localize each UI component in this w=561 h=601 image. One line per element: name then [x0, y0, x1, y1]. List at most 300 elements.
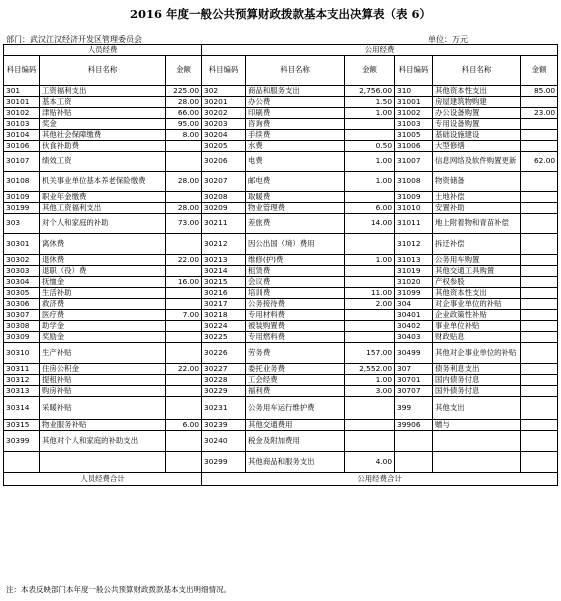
- cell-code: 31013: [395, 255, 433, 266]
- cell-name: 房屋建筑物购建: [433, 97, 521, 108]
- cell-code: 30226: [202, 343, 246, 364]
- cell-code: 31011: [395, 214, 433, 234]
- cell-name: 因公出国（境）费用: [246, 234, 345, 255]
- cell-code: 30218: [202, 310, 246, 321]
- cell-amount: 2,756.00: [345, 86, 395, 97]
- cell-amount: [345, 420, 395, 431]
- cell-code: 30305: [4, 288, 40, 299]
- cell-amount: [345, 310, 395, 321]
- cell-code: 30299: [202, 452, 246, 473]
- cell-code: 30202: [202, 108, 246, 119]
- cell-name: 商品和服务支出: [246, 86, 345, 97]
- col-header-amount: 金额: [166, 56, 202, 86]
- cell-code: 30313: [4, 386, 40, 397]
- cell-amount: [345, 321, 395, 332]
- cell-code: 30203: [202, 119, 246, 130]
- cell-amount: [345, 431, 395, 452]
- cell-amount: [521, 141, 558, 152]
- cell-amount: [521, 364, 558, 375]
- table-row: [4, 141, 558, 152]
- cell-code: 30217: [202, 299, 246, 310]
- cell-amount: [166, 321, 202, 332]
- cell-amount: [166, 141, 202, 152]
- cell-name: 电费: [246, 152, 345, 172]
- cell-amount: 1.00: [345, 172, 395, 192]
- cell-code: 30208: [202, 192, 246, 203]
- cell-name: 物资储备: [433, 172, 521, 192]
- cell-name: 邮电费: [246, 172, 345, 192]
- cell-code: 30107: [4, 152, 40, 172]
- cell-amount: [521, 255, 558, 266]
- cell-code: 30228: [202, 375, 246, 386]
- cell-name: 培训费: [246, 288, 345, 299]
- cell-amount: [521, 130, 558, 141]
- cell-amount: [521, 332, 558, 343]
- column-header-row: [4, 56, 558, 86]
- expenditure-table: [3, 44, 558, 486]
- cell-name: 津贴补贴: [40, 108, 166, 119]
- table-row: [4, 431, 558, 452]
- cell-code: 30402: [395, 321, 433, 332]
- table-row: [4, 277, 558, 288]
- cell-name: 手续费: [246, 130, 345, 141]
- cell-name: 劳务费: [246, 343, 345, 364]
- cell-amount: 1.50: [345, 97, 395, 108]
- table-row: [4, 172, 558, 192]
- cell-amount: [345, 266, 395, 277]
- cell-name: 基础设施建设: [433, 130, 521, 141]
- cell-amount: [166, 431, 202, 452]
- cell-name: 救济费: [40, 299, 166, 310]
- cell-code: 30216: [202, 288, 246, 299]
- cell-amount: [521, 214, 558, 234]
- cell-code: 30212: [202, 234, 246, 255]
- cell-code: 30302: [4, 255, 40, 266]
- cell-amount: [166, 386, 202, 397]
- cell-code: 30310: [4, 343, 40, 364]
- cell-amount: 66.00: [166, 108, 202, 119]
- cell-name: 财政贴息: [433, 332, 521, 343]
- cell-code: 30312: [4, 375, 40, 386]
- cell-amount: [521, 119, 558, 130]
- cell-name: 税金及附加费用: [246, 431, 345, 452]
- cell-name: 离休费: [40, 234, 166, 255]
- col-header-code: 科目编码: [395, 56, 433, 86]
- table-row: [4, 375, 558, 386]
- col-header-amount: 金额: [521, 56, 558, 86]
- cell-name: 助学金: [40, 321, 166, 332]
- cell-amount: [521, 288, 558, 299]
- cell-code: 31019: [395, 266, 433, 277]
- cell-code: 30314: [4, 397, 40, 420]
- totals-row: [4, 473, 558, 486]
- cell-amount: 62.00: [521, 152, 558, 172]
- cell-amount: 14.00: [345, 214, 395, 234]
- cell-amount: 73.00: [166, 214, 202, 234]
- cell-name: 职业年金缴费: [40, 192, 166, 203]
- cell-name: 办公设备购置: [433, 108, 521, 119]
- cell-amount: 1.00: [345, 255, 395, 266]
- cell-name: 采暖补贴: [40, 397, 166, 420]
- cell-code: 31001: [395, 97, 433, 108]
- cell-amount: [166, 192, 202, 203]
- cell-code: 30315: [4, 420, 40, 431]
- cell-name: 其他资本性支出: [433, 86, 521, 97]
- cell-name: 公务接待费: [246, 299, 345, 310]
- cell-name: 专用设备购置: [433, 119, 521, 130]
- cell-amount: [521, 172, 558, 192]
- cell-amount: [345, 234, 395, 255]
- cell-code: 30309: [4, 332, 40, 343]
- cell-code: 30214: [202, 266, 246, 277]
- cell-name: 产权参股: [433, 277, 521, 288]
- cell-amount: [166, 299, 202, 310]
- cell-amount: [166, 343, 202, 364]
- table-row: [4, 214, 558, 234]
- cell-amount: [521, 375, 558, 386]
- unit-label: 单位：万元: [428, 35, 468, 44]
- cell-amount: 28.00: [166, 203, 202, 214]
- cell-name: 住房公积金: [40, 364, 166, 375]
- cell-amount: [345, 119, 395, 130]
- cell-amount: [521, 266, 558, 277]
- cell-name: 维修(护)费: [246, 255, 345, 266]
- cell-name: 国内债务付息: [433, 375, 521, 386]
- cell-code: 31006: [395, 141, 433, 152]
- cell-name: 机关事业单位基本养老保险缴费: [40, 172, 166, 192]
- table-row: [4, 152, 558, 172]
- cell-name: 退休费: [40, 255, 166, 266]
- cell-code: 30499: [395, 343, 433, 364]
- cell-code: 30213: [202, 255, 246, 266]
- table-row: [4, 386, 558, 397]
- cell-code: 30308: [4, 321, 40, 332]
- table-row: [4, 310, 558, 321]
- cell-name: 生活补助: [40, 288, 166, 299]
- table-row: [4, 255, 558, 266]
- cell-name: 对个人和家庭的补助: [40, 214, 166, 234]
- cell-name: 事业单位补贴: [433, 321, 521, 332]
- table-row: [4, 332, 558, 343]
- col-header-code: 科目编码: [202, 56, 246, 86]
- table-row: [4, 130, 558, 141]
- cell-name: 安置补助: [433, 203, 521, 214]
- cell-name: 会议费: [246, 277, 345, 288]
- cell-name: 退职（役）费: [40, 266, 166, 277]
- table-row: [4, 364, 558, 375]
- cell-name: 基本工资: [40, 97, 166, 108]
- cell-code: 302: [202, 86, 246, 97]
- cell-code: 30207: [202, 172, 246, 192]
- cell-amount: [521, 452, 558, 473]
- cell-amount: 28.00: [166, 172, 202, 192]
- cell-code: 30701: [395, 375, 433, 386]
- cell-code: 30401: [395, 310, 433, 321]
- personnel-total-label: 人员经费合计: [4, 473, 202, 486]
- cell-name: 物业管理费: [246, 203, 345, 214]
- cell-code: 30104: [4, 130, 40, 141]
- cell-name: 水费: [246, 141, 345, 152]
- col-header-code: 科目编码: [4, 56, 40, 86]
- cell-code: 30204: [202, 130, 246, 141]
- cell-name: 专用材料费: [246, 310, 345, 321]
- cell-code: 30399: [4, 431, 40, 452]
- cell-name: 医疗费: [40, 310, 166, 321]
- personnel-section-header: 人员经费: [4, 45, 202, 56]
- cell-amount: 225.00: [166, 86, 202, 97]
- cell-name: 拆迁补偿: [433, 234, 521, 255]
- cell-code: 30403: [395, 332, 433, 343]
- table-row: [4, 119, 558, 130]
- cell-code: 30199: [4, 203, 40, 214]
- cell-amount: [166, 397, 202, 420]
- cell-code: 30101: [4, 97, 40, 108]
- cell-amount: [166, 375, 202, 386]
- cell-amount: [521, 386, 558, 397]
- cell-amount: 2.00: [345, 299, 395, 310]
- cell-amount: 28.00: [166, 97, 202, 108]
- cell-code: 31020: [395, 277, 433, 288]
- cell-name: 绩效工资: [40, 152, 166, 172]
- cell-name: 信息网络及软件购置更新: [433, 152, 521, 172]
- cell-name: 其他社会保障缴费: [40, 130, 166, 141]
- cell-amount: [521, 299, 558, 310]
- cell-name: 其他对个人和家庭的补助支出: [40, 431, 166, 452]
- cell-name: 租赁费: [246, 266, 345, 277]
- table-row: [4, 234, 558, 255]
- table-row: [4, 108, 558, 119]
- cell-amount: 4.00: [345, 452, 395, 473]
- cell-name: 大型修缮: [433, 141, 521, 152]
- cell-code: 399: [395, 397, 433, 420]
- cell-amount: [166, 452, 202, 473]
- cell-code: 30102: [4, 108, 40, 119]
- cell-amount: 23.00: [521, 108, 558, 119]
- cell-name: 其他交通工具购置: [433, 266, 521, 277]
- col-header-name: 科目名称: [40, 56, 166, 86]
- cell-name: 物业服务补贴: [40, 420, 166, 431]
- cell-code: 303: [4, 214, 40, 234]
- cell-amount: [521, 431, 558, 452]
- cell-name: 对企事业单位的补贴: [433, 299, 521, 310]
- cell-amount: [166, 234, 202, 255]
- cell-amount: 16.00: [166, 277, 202, 288]
- cell-code: 30301: [4, 234, 40, 255]
- cell-name: 赠与: [433, 420, 521, 431]
- cell-code: 30209: [202, 203, 246, 214]
- cell-amount: 6.00: [345, 203, 395, 214]
- cell-name: 其他交通费用: [246, 420, 345, 431]
- cell-code: 310: [395, 86, 433, 97]
- table-row: [4, 452, 558, 473]
- cell-amount: [166, 152, 202, 172]
- department-label: 部门：武汉江汉经济开发区管理委员会: [6, 35, 142, 44]
- cell-code: 30108: [4, 172, 40, 192]
- public-total-label: 公用经费合计: [202, 473, 558, 486]
- cell-amount: 2,552.00: [345, 364, 395, 375]
- cell-name: 被装购置费: [246, 321, 345, 332]
- cell-code: 31008: [395, 172, 433, 192]
- table-title: 2016 年度一般公共预算财政拨款基本支出决算表（表 6）: [129, 7, 431, 21]
- cell-name: 其他商品和服务支出: [246, 452, 345, 473]
- public-section-header: 公用经费: [202, 45, 558, 56]
- cell-amount: [166, 288, 202, 299]
- table-row: [4, 192, 558, 203]
- cell-name: 企业政策性补贴: [433, 310, 521, 321]
- cell-name: 购房补贴: [40, 386, 166, 397]
- cell-amount: 0.50: [345, 141, 395, 152]
- cell-name: 公务用车运行维护费: [246, 397, 345, 420]
- cell-name: [433, 431, 521, 452]
- cell-name: 国外债务付息: [433, 386, 521, 397]
- cell-name: 咨询费: [246, 119, 345, 130]
- cell-code: 30201: [202, 97, 246, 108]
- cell-code: 30239: [202, 420, 246, 431]
- cell-amount: 7.00: [166, 310, 202, 321]
- cell-amount: 1.00: [345, 375, 395, 386]
- cell-code: 301: [4, 86, 40, 97]
- cell-amount: [345, 130, 395, 141]
- cell-amount: 11.00: [345, 288, 395, 299]
- table-row: [4, 86, 558, 97]
- cell-amount: [521, 234, 558, 255]
- cell-amount: 1.00: [345, 108, 395, 119]
- cell-code: 30307: [4, 310, 40, 321]
- cell-name: [433, 452, 521, 473]
- cell-name: 奖金: [40, 119, 166, 130]
- cell-code: 30311: [4, 364, 40, 375]
- cell-amount: 22.00: [166, 364, 202, 375]
- table-row: [4, 343, 558, 364]
- cell-name: 公务用车购置: [433, 255, 521, 266]
- cell-amount: [521, 192, 558, 203]
- cell-code: 39906: [395, 420, 433, 431]
- cell-name: 专用燃料费: [246, 332, 345, 343]
- footnote: 注：本表反映部门本年度一般公共预算财政拨款基本支出明细情况。: [6, 585, 231, 594]
- col-header-name: 科目名称: [246, 56, 345, 86]
- table-row: [4, 288, 558, 299]
- cell-amount: [521, 97, 558, 108]
- cell-code: 30211: [202, 214, 246, 234]
- cell-name: 办公费: [246, 97, 345, 108]
- cell-name: 其他支出: [433, 397, 521, 420]
- cell-amount: 8.00: [166, 130, 202, 141]
- cell-amount: [521, 310, 558, 321]
- cell-amount: 22.00: [166, 255, 202, 266]
- cell-code: 31012: [395, 234, 433, 255]
- cell-amount: [166, 332, 202, 343]
- cell-name: 其他资本性支出: [433, 288, 521, 299]
- cell-code: 31002: [395, 108, 433, 119]
- cell-amount: [521, 321, 558, 332]
- cell-code: 30231: [202, 397, 246, 420]
- cell-code: 31010: [395, 203, 433, 214]
- cell-amount: 95.00: [166, 119, 202, 130]
- cell-code: 307: [395, 364, 433, 375]
- cell-name: 地上附着物和青苗补偿: [433, 214, 521, 234]
- cell-name: 土地补偿: [433, 192, 521, 203]
- cell-name: 福利费: [246, 386, 345, 397]
- cell-name: 工资福利支出: [40, 86, 166, 97]
- cell-code: 30240: [202, 431, 246, 452]
- cell-code: 31009: [395, 192, 433, 203]
- cell-code: 30225: [202, 332, 246, 343]
- table-row: [4, 203, 558, 214]
- cell-amount: [521, 203, 558, 214]
- cell-amount: [521, 343, 558, 364]
- cell-code: 30229: [202, 386, 246, 397]
- cell-amount: 3.00: [345, 386, 395, 397]
- cell-code: [4, 452, 40, 473]
- cell-amount: 85.00: [521, 86, 558, 97]
- cell-name: 取暖费: [246, 192, 345, 203]
- section-header-row: [4, 45, 558, 56]
- cell-name: 委托业务费: [246, 364, 345, 375]
- cell-amount: [345, 397, 395, 420]
- cell-code: 30227: [202, 364, 246, 375]
- table-row: [4, 97, 558, 108]
- table-row: [4, 299, 558, 310]
- cell-amount: [521, 420, 558, 431]
- col-header-amount: 金额: [345, 56, 395, 86]
- cell-code: 30224: [202, 321, 246, 332]
- cell-code: 31099: [395, 288, 433, 299]
- cell-name: 奖励金: [40, 332, 166, 343]
- cell-amount: 1.00: [345, 152, 395, 172]
- cell-name: 印刷费: [246, 108, 345, 119]
- cell-code: 31005: [395, 130, 433, 141]
- cell-code: 30206: [202, 152, 246, 172]
- cell-code: 30106: [4, 141, 40, 152]
- cell-code: 30304: [4, 277, 40, 288]
- cell-name: 其他对企事业单位的补贴: [433, 343, 521, 364]
- cell-code: 31007: [395, 152, 433, 172]
- cell-name: 抚恤金: [40, 277, 166, 288]
- cell-code: 30215: [202, 277, 246, 288]
- cell-amount: 157.00: [345, 343, 395, 364]
- cell-code: 304: [395, 299, 433, 310]
- cell-code: 31003: [395, 119, 433, 130]
- cell-name: 伙食补助费: [40, 141, 166, 152]
- cell-amount: 6.00: [166, 420, 202, 431]
- cell-name: 其他工资福利支出: [40, 203, 166, 214]
- cell-name: 生产补贴: [40, 343, 166, 364]
- cell-amount: [166, 266, 202, 277]
- cell-amount: [345, 192, 395, 203]
- cell-name: [40, 452, 166, 473]
- cell-code: 30707: [395, 386, 433, 397]
- cell-code: [395, 431, 433, 452]
- table-row: [4, 266, 558, 277]
- cell-name: 债务利息支出: [433, 364, 521, 375]
- table-row: [4, 420, 558, 431]
- cell-code: 30303: [4, 266, 40, 277]
- cell-code: 30109: [4, 192, 40, 203]
- cell-code: 30205: [202, 141, 246, 152]
- cell-amount: [521, 397, 558, 420]
- col-header-name: 科目名称: [433, 56, 521, 86]
- cell-name: 工会经费: [246, 375, 345, 386]
- cell-name: 提租补贴: [40, 375, 166, 386]
- cell-code: [395, 452, 433, 473]
- cell-amount: [345, 332, 395, 343]
- cell-name: 差旅费: [246, 214, 345, 234]
- cell-code: 30306: [4, 299, 40, 310]
- cell-code: 30103: [4, 119, 40, 130]
- cell-amount: [521, 277, 558, 288]
- table-row: [4, 321, 558, 332]
- cell-amount: [345, 277, 395, 288]
